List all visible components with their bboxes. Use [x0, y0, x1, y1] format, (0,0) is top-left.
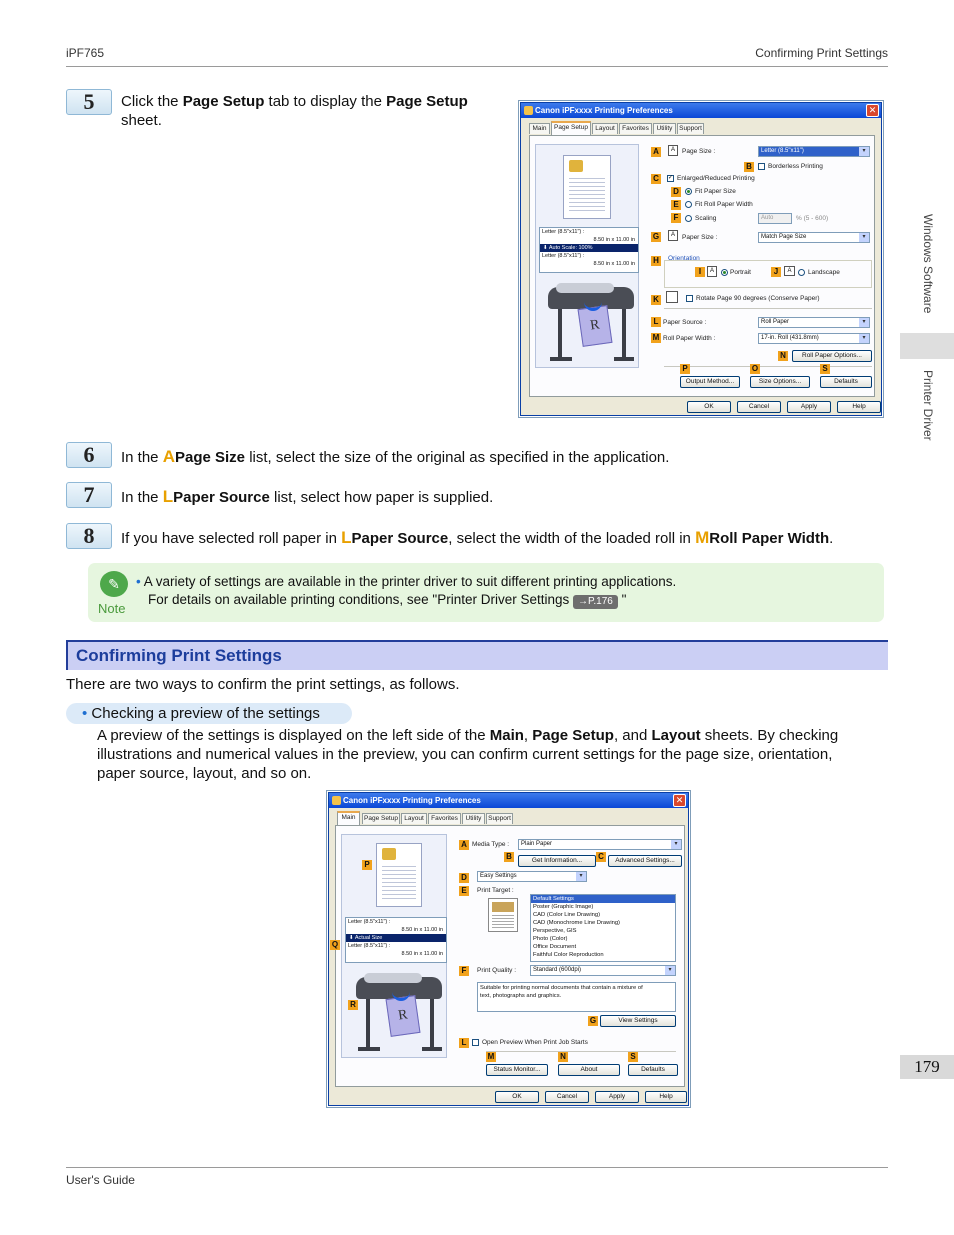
callout-p: P [362, 860, 372, 870]
page-text-lines [569, 178, 605, 212]
chevron-down-icon: ▾ [576, 872, 586, 881]
list-item[interactable]: Perspective, GIS [533, 928, 577, 934]
step-number-5: 5 [66, 89, 112, 115]
output-sheet: R [386, 995, 421, 1037]
page-size-label: Page Size : [682, 148, 716, 155]
close-button[interactable]: ✕ [673, 794, 686, 807]
callout-e: E [671, 200, 681, 210]
pencil-note-icon: ✎ [100, 571, 128, 597]
media-type-select[interactable]: Plain Paper ▾ [518, 839, 682, 850]
cancel-button[interactable]: Cancel [737, 401, 781, 413]
landscape-label: Landscape [808, 269, 840, 276]
step-7-text: In the LPaper Source list, select how paper is supplied. [121, 487, 494, 506]
defaults-button[interactable]: Defaults [820, 376, 872, 388]
settings-preview [535, 144, 639, 368]
picture-icon [569, 160, 583, 172]
scaling-range: % (5 - 600) [796, 215, 829, 222]
step-5-text: Click the Page Setup tab to display the Page Setup sheet. [121, 93, 468, 129]
easy-settings-select[interactable]: Easy Settings ▾ [477, 871, 587, 882]
callout-j: J [771, 267, 781, 277]
arrow-down-icon: ⬇ [543, 245, 549, 251]
scale-bar: ⬇ Auto Scale: 100% [540, 244, 638, 252]
printer-foot-right [614, 357, 634, 361]
output-method-button[interactable]: Output Method... [680, 376, 740, 388]
callout-l: L [651, 317, 661, 327]
portrait-radio[interactable] [721, 269, 728, 276]
tab-utility[interactable]: Utility [462, 813, 485, 824]
main-panel [331, 825, 685, 1087]
callout-a: A [459, 840, 469, 850]
roll-width-label: Roll Paper Width : [663, 335, 716, 342]
about-button[interactable]: About [558, 1064, 620, 1076]
callout-s: S [820, 364, 830, 374]
scaling-label: Scaling [695, 215, 717, 222]
cancel-button[interactable]: Cancel [545, 1091, 589, 1103]
printer-app-icon [524, 106, 533, 115]
apply-button[interactable]: Apply [595, 1091, 639, 1103]
tab-main[interactable]: Main [337, 811, 360, 825]
callout-f: F [671, 213, 681, 223]
tab-layout[interactable]: Layout [592, 123, 618, 134]
list-item[interactable]: CAD (Monochrome Line Drawing) [533, 920, 620, 926]
callout-b: B [504, 852, 514, 862]
callout-g: G [652, 232, 660, 241]
size-options-button[interactable]: Size Options... [750, 376, 810, 388]
print-target-label: Print Target : [477, 887, 514, 894]
ok-button[interactable]: OK [687, 401, 731, 413]
callout-p: P [680, 364, 690, 374]
output-size-value: 8.50 in x 11.00 in [593, 261, 635, 267]
bullet-icon: • [82, 705, 92, 722]
original-size-value: 8.50 in x 11.00 in [401, 927, 443, 933]
picture-icon [382, 848, 396, 860]
target-text-lines [492, 915, 514, 929]
side-tab-divider [900, 333, 954, 359]
step-8-text: If you have selected roll paper in LPaper Source, select the width of the loaded roll in MRoll Paper Width. [121, 528, 834, 547]
paper-size-icon: A [668, 230, 678, 241]
list-item[interactable]: CAD (Color Line Drawing) [533, 912, 601, 918]
list-item[interactable]: Default Settings [531, 895, 675, 903]
section-title: Confirming Print Settings [76, 646, 282, 665]
chevron-down-icon: ▾ [671, 840, 681, 849]
paper-size-label: Paper Size : [682, 234, 718, 241]
callout-l: L [459, 1038, 469, 1048]
callout-d: D [459, 873, 469, 883]
target-picture-icon [492, 902, 514, 912]
chevron-down-icon: ▾ [859, 318, 869, 327]
list-item[interactable]: Poster (Graphic Image) [533, 904, 594, 910]
orientation-group-label: Orientation [668, 255, 700, 262]
callout-n: N [558, 1052, 568, 1062]
step-6-text: In the APage Size list, select the size of the original as specified in the application. [121, 447, 670, 466]
callout-s: S [628, 1052, 638, 1062]
header-section: Confirming Print Settings [755, 46, 888, 60]
original-size-label: Letter (8.5"x11") : [348, 919, 391, 925]
scaling-radio[interactable] [685, 215, 692, 222]
enlarged-checkbox[interactable]: ✓ [668, 175, 674, 181]
preview-paragraph: A preview of the settings is displayed on the left side of the Main, Page Setup, and Layout sheets. By checking illustrations and numerical values in the preview, you can confirm current settings for the page size, orientation, paper source, layout, and so on. [97, 727, 839, 782]
rotate-page-icon [666, 291, 678, 303]
size-info-box [539, 227, 639, 273]
paper-source-label: Paper Source : [663, 319, 707, 326]
fit-roll-label: Fit Roll Paper Width [695, 201, 753, 208]
printer-roll-cover [364, 973, 422, 983]
printer-foot-left [550, 357, 572, 361]
fit-paper-label: Fit Paper Size [695, 188, 736, 195]
list-item[interactable]: Faithful Color Reproduction [533, 952, 604, 958]
callout-d: D [671, 187, 681, 197]
tab-main[interactable]: Main [529, 123, 550, 134]
note-label: Note [98, 601, 126, 616]
printer-leg-right [622, 309, 626, 359]
page-thumbnail [376, 843, 422, 907]
header-product: iPF765 [66, 46, 105, 60]
tab-support[interactable]: Support [677, 123, 704, 134]
ok-button[interactable]: OK [495, 1091, 539, 1103]
bullet-heading: • Checking a preview of the settings [82, 705, 320, 722]
dialog-titlebar: Canon iPFxxxx Printing Preferences [521, 103, 881, 118]
callout-m: M [652, 333, 660, 342]
separator [664, 366, 872, 367]
printer-leg-left [366, 999, 370, 1049]
target-description: Suitable for printing normal documents that contain a mixture of text, photographs and graphics. [477, 982, 676, 1012]
step-number-6: 6 [66, 442, 112, 468]
step-number-8: 8 [66, 523, 112, 549]
view-settings-button[interactable]: View Settings [600, 1015, 676, 1027]
printer-leg-left [558, 309, 562, 359]
page-size-select[interactable]: Letter (8.5"x11") ▾ [758, 146, 870, 157]
print-quality-label: Print Quality : [477, 967, 517, 974]
page-text-lines [382, 866, 416, 900]
callout-c: C [596, 852, 606, 862]
page-setup-panel [529, 135, 875, 397]
tab-favorites[interactable]: Favorites [428, 813, 461, 824]
fit-roll-radio[interactable] [685, 201, 692, 208]
page-size-icon: A [668, 145, 678, 156]
borderless-checkbox[interactable] [758, 163, 765, 170]
printer-illustration [546, 281, 636, 365]
scaling-input[interactable]: Auto [758, 213, 792, 224]
callout-h: H [651, 256, 661, 266]
output-size-label: Letter (8.5"x11") : [348, 943, 391, 949]
chevron-down-icon: ▾ [859, 233, 869, 242]
scale-bar: ⬇ Actual Size [346, 934, 446, 942]
callout-c: C [651, 174, 661, 184]
separator [486, 1051, 676, 1052]
advanced-settings-button[interactable]: Advanced Settings... [608, 855, 682, 867]
printer-illustration [354, 971, 444, 1055]
bullet-icon: • [136, 574, 144, 589]
media-type-label: Media Type : [472, 841, 510, 848]
roll-width-select[interactable]: 17-in. Roll (431.8mm) ▾ [758, 333, 870, 344]
main-dialog [328, 792, 689, 1106]
side-tab-windows-software[interactable]: Windows Software [921, 214, 935, 314]
separator [664, 308, 872, 309]
header-rule [66, 66, 888, 67]
output-sheet: R [578, 305, 613, 347]
callout-r: R [348, 1000, 358, 1010]
fit-paper-radio[interactable] [685, 188, 692, 195]
help-button[interactable]: Help [645, 1091, 687, 1103]
page-setup-dialog [520, 102, 882, 416]
printer-leg-right [430, 999, 434, 1049]
dialog-titlebar: Canon iPFxxxx Printing Preferences [329, 793, 688, 808]
callout-k: K [651, 295, 661, 305]
callout-b: B [744, 162, 754, 172]
page-number: 179 [900, 1055, 954, 1079]
tab-utility[interactable]: Utility [653, 123, 676, 134]
paper-source-select[interactable]: Roll Paper ▾ [758, 317, 870, 328]
rotate-label: Rotate Page 90 degrees (Conserve Paper) [696, 295, 820, 302]
printer-roll-cover [556, 283, 614, 293]
callout-m: M [487, 1052, 495, 1061]
print-quality-select[interactable]: Standard (600dpi) ▾ [530, 965, 676, 976]
enlarged-label: Enlarged/Reduced Printing [677, 175, 755, 182]
close-button[interactable]: ✕ [866, 104, 879, 117]
chevron-down-icon: ▾ [859, 147, 869, 156]
rotate-checkbox[interactable] [686, 295, 693, 302]
page-reference-link[interactable]: →P.176 [573, 595, 618, 609]
print-target-thumbnail [488, 898, 518, 932]
callout-g: G [589, 1016, 597, 1025]
page-thumbnail [563, 155, 611, 219]
get-information-button[interactable]: Get Information... [518, 855, 596, 867]
footer-guide: User's Guide [66, 1173, 135, 1187]
apply-button[interactable]: Apply [787, 401, 831, 413]
printer-foot-left [358, 1047, 380, 1051]
callout-e: E [459, 886, 469, 896]
tab-page-setup[interactable]: Page Setup [551, 121, 591, 135]
borderless-label: Borderless Printing [768, 163, 823, 170]
footer-rule [66, 1167, 888, 1168]
status-monitor-button[interactable]: Status Monitor... [486, 1064, 548, 1076]
section-intro: There are two ways to confirm the print settings, as follows. [66, 676, 460, 693]
landscape-icon: A [784, 266, 795, 276]
defaults-button[interactable]: Defaults [628, 1064, 678, 1076]
paper-size-select[interactable]: Match Page Size ▾ [758, 232, 870, 243]
tab-page-setup[interactable]: Page Setup [362, 813, 400, 824]
step-number-7: 7 [66, 482, 112, 508]
open-preview-label: Open Preview When Print Job Starts [482, 1039, 588, 1046]
callout-a: A [651, 147, 661, 157]
chevron-down-icon: ▾ [665, 966, 675, 975]
list-item[interactable]: Office Document [533, 944, 577, 950]
roll-paper-options-button[interactable]: Roll Paper Options... [792, 350, 872, 362]
portrait-label: Portrait [730, 269, 751, 276]
landscape-radio[interactable] [798, 269, 805, 276]
note-text: • A variety of settings are available in the printer driver to suit different printing applications. For details on available printing conditions, see "Printer Driver Settings →P.176 " [136, 574, 677, 607]
printer-foot-right [422, 1047, 442, 1051]
tab-support[interactable]: Support [486, 813, 513, 824]
tab-favorites[interactable]: Favorites [619, 123, 652, 134]
chevron-down-icon: ▾ [859, 334, 869, 343]
callout-q: Q [331, 940, 339, 949]
print-target-list[interactable] [530, 894, 676, 962]
portrait-icon: A [707, 266, 717, 277]
help-button[interactable]: Help [837, 401, 881, 413]
settings-preview [341, 834, 447, 1058]
open-preview-checkbox[interactable] [472, 1039, 479, 1046]
size-info-box [345, 917, 447, 963]
tab-layout[interactable]: Layout [401, 813, 427, 824]
callout-n: N [778, 351, 788, 361]
side-tab-printer-driver[interactable]: Printer Driver [921, 370, 935, 441]
arrow-down-icon: ⬇ [349, 935, 355, 941]
main-dialog-frame [326, 790, 691, 1108]
output-size-value: 8.50 in x 11.00 in [401, 951, 443, 957]
page-setup-dialog-frame [518, 100, 884, 418]
output-size-label: Letter (8.5"x11") : [542, 253, 585, 259]
callout-i: I [695, 267, 705, 277]
original-size-value: 8.50 in x 11.00 in [593, 237, 635, 243]
callout-f: F [459, 966, 469, 976]
printer-app-icon [332, 796, 341, 805]
list-item[interactable]: Photo (Color) [533, 936, 568, 942]
original-size-label: Letter (8.5"x11") : [542, 229, 585, 235]
callout-o: O [751, 364, 759, 373]
